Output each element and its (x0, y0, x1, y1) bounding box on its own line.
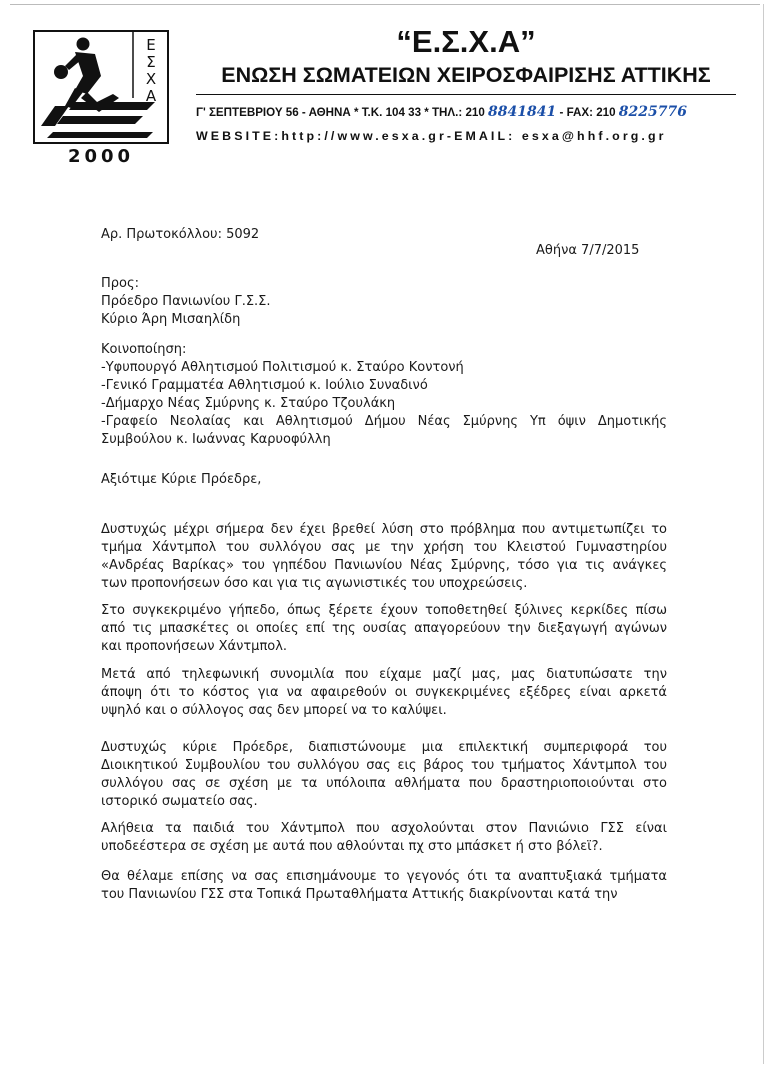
cc-line: -Γενικό Γραμματέα Αθλητισμού κ. Ιούλιο Συναδινό (101, 378, 428, 393)
esxa-logo (33, 30, 169, 144)
scan-edge-right (763, 4, 764, 1064)
cc-line: -Δήμαρχο Νέας Σμύρνης κ. Σταύρο Τζουλάκη (101, 396, 396, 411)
cc-line: -Υφυπουργό Αθλητισμού Πολιτισμού κ. Σταύρο Κοντονή (101, 360, 464, 375)
paragraph-line: Δυστυχώς μέχρι σήμερα δεν έχει βρεθεί λύση στο πρόβλημα που αντιμετωπίζει το (101, 522, 667, 537)
paragraph-line: συλλόγου σας σε σχέση με τα υπόλοιπα αθλήματα που δραστηριοποιούνται στο (101, 776, 667, 791)
paragraph-1 (101, 521, 667, 593)
logo-letter-3: Χ (145, 70, 157, 88)
paragraph-4 (101, 739, 667, 811)
paragraph-3 (101, 666, 667, 720)
fax-label: - FAX: 210 (559, 106, 616, 119)
cc-block (101, 341, 667, 449)
paragraph-line: ιστορικό σωματείο σας. (101, 794, 258, 809)
paragraph-line: Στο συγκεκριμένο γήπεδο, όπως ξέρετε έχουν τοποθετηθεί ξύλινες κερκίδες πίσω (101, 603, 667, 618)
header-divider (196, 94, 736, 95)
paragraph-line: και προπονήσεων Χάντμπολ. (101, 639, 288, 654)
paragraph-line: υποδεέστερα σε σχέση με αυτά που αθλούνται πχ στο μπάσκετ ή στο βόλεϊ?. (101, 839, 603, 854)
paragraph-line: τμήμα Χάντμπολ του συλλόγου σας με την χρήση του Κλειστού Γυμναστηρίου (101, 540, 667, 555)
paragraph-line: των προπονήσεων όσο και για τις αγωνιστικές του υποχρεώσεις. (101, 576, 528, 591)
logo-year: 2000 (67, 146, 135, 167)
website-email-line: WEBSITE:http://www.esxa.gr-EMAIL: esxa@hhf.org.gr (196, 129, 667, 143)
address-text: Γ' ΣΕΠΤΕΒΡΙΟΥ 56 - ΑΘΗΝΑ * Τ.Κ. 104 33 * ΤΗΛ.: 210 (196, 106, 485, 119)
logo-letter-1: Ε (146, 36, 156, 54)
protocol-number: Αρ. Πρωτοκόλλου: 5092 (101, 227, 260, 242)
paragraph-line: «Ανδρέας Βαρίκας» του γηπέδου Πανιωνίου Νέας Σμύρνης, τόσο για τις ανάγκες (101, 558, 667, 573)
handball-player-icon (35, 32, 167, 142)
paragraph-6 (101, 868, 667, 904)
letter-date: Αθήνα 7/7/2015 (536, 243, 640, 258)
paragraph-line: του Πανιωνίου ΓΣΣ στα Τοπικά Πρωταθλήματα Αττικής διακρίνονται κατά την (101, 887, 618, 902)
fax-handwritten: 8225776 (618, 104, 687, 120)
logo-letter-2: Σ (146, 53, 156, 71)
to-line: Κύριο Άρη Μισαηλίδη (101, 312, 241, 327)
to-line: Πρόεδρο Πανιωνίου Γ.Σ.Σ. (101, 294, 271, 309)
recipient-block (101, 275, 271, 329)
org-full-name: ΕΝΩΣΗ ΣΩΜΑΤΕΙΩΝ ΧΕΙΡΟΣΦΑΙΡΙΣΗΣ ΑΤΤΙΚΗΣ (221, 63, 711, 87)
paragraph-line: Μετά από τηλεφωνική συνομιλία που είχαμε μαζί μας, μας διατυπώσατε την (101, 667, 667, 682)
cc-line: -Γραφείο Νεολαίας και Αθλητισμού Δήμου Νέας Σμύρνης Υπ όψιν Δημοτικής (101, 414, 667, 429)
paragraph-5 (101, 820, 667, 856)
to-label: Προς: (101, 276, 139, 291)
org-short-name: “Ε.Σ.Χ.Α” (396, 24, 536, 59)
cc-label: Κοινοποίηση: (101, 342, 187, 357)
paragraph-line: υψηλό και ο σύλλογος σας δεν μπορεί να το καλύψει. (101, 703, 447, 718)
paragraph-line: Θα θέλαμε επίσης να σας επισημάνουμε το γεγονός ότι τα αναπτυξιακά τμήματα (101, 869, 667, 884)
scan-edge-top (10, 4, 760, 5)
logo-letter-4: Α (145, 87, 157, 105)
paragraph-line: Αλήθεια τα παιδιά του Χάντμπολ που ασχολούνται στον Πανιώνιο ΓΣΣ είναι (101, 821, 667, 836)
paragraph-line: από τις μπασκέτες οι οποίες επί της ουσίας απαγορεύουν την διεξαγωγή αγώνων (101, 621, 667, 636)
address-line (196, 104, 687, 120)
phone-handwritten: 8841841 (488, 104, 557, 120)
cc-line: Συμβούλου κ. Ιωάννας Καρυοφύλλη (101, 432, 331, 447)
salutation: Αξιότιμε Κύριε Πρόεδρε, (101, 472, 262, 487)
paragraph-line: Διοικητικού Συμβουλίου του συλλόγου σας εις βάρος του τμήματος Χάντμπολ του (101, 758, 667, 773)
paragraph-line: άποψη ότι το κόστος για να αφαιρεθούν οι συγκεκριμένες εξέδρες είναι αρκετά (101, 685, 667, 700)
paragraph-line: Δυστυχώς κύριε Πρόεδρε, διαπιστώνουμε μια επιλεκτική συμπεριφορά του (101, 740, 667, 755)
paragraph-2 (101, 602, 667, 656)
